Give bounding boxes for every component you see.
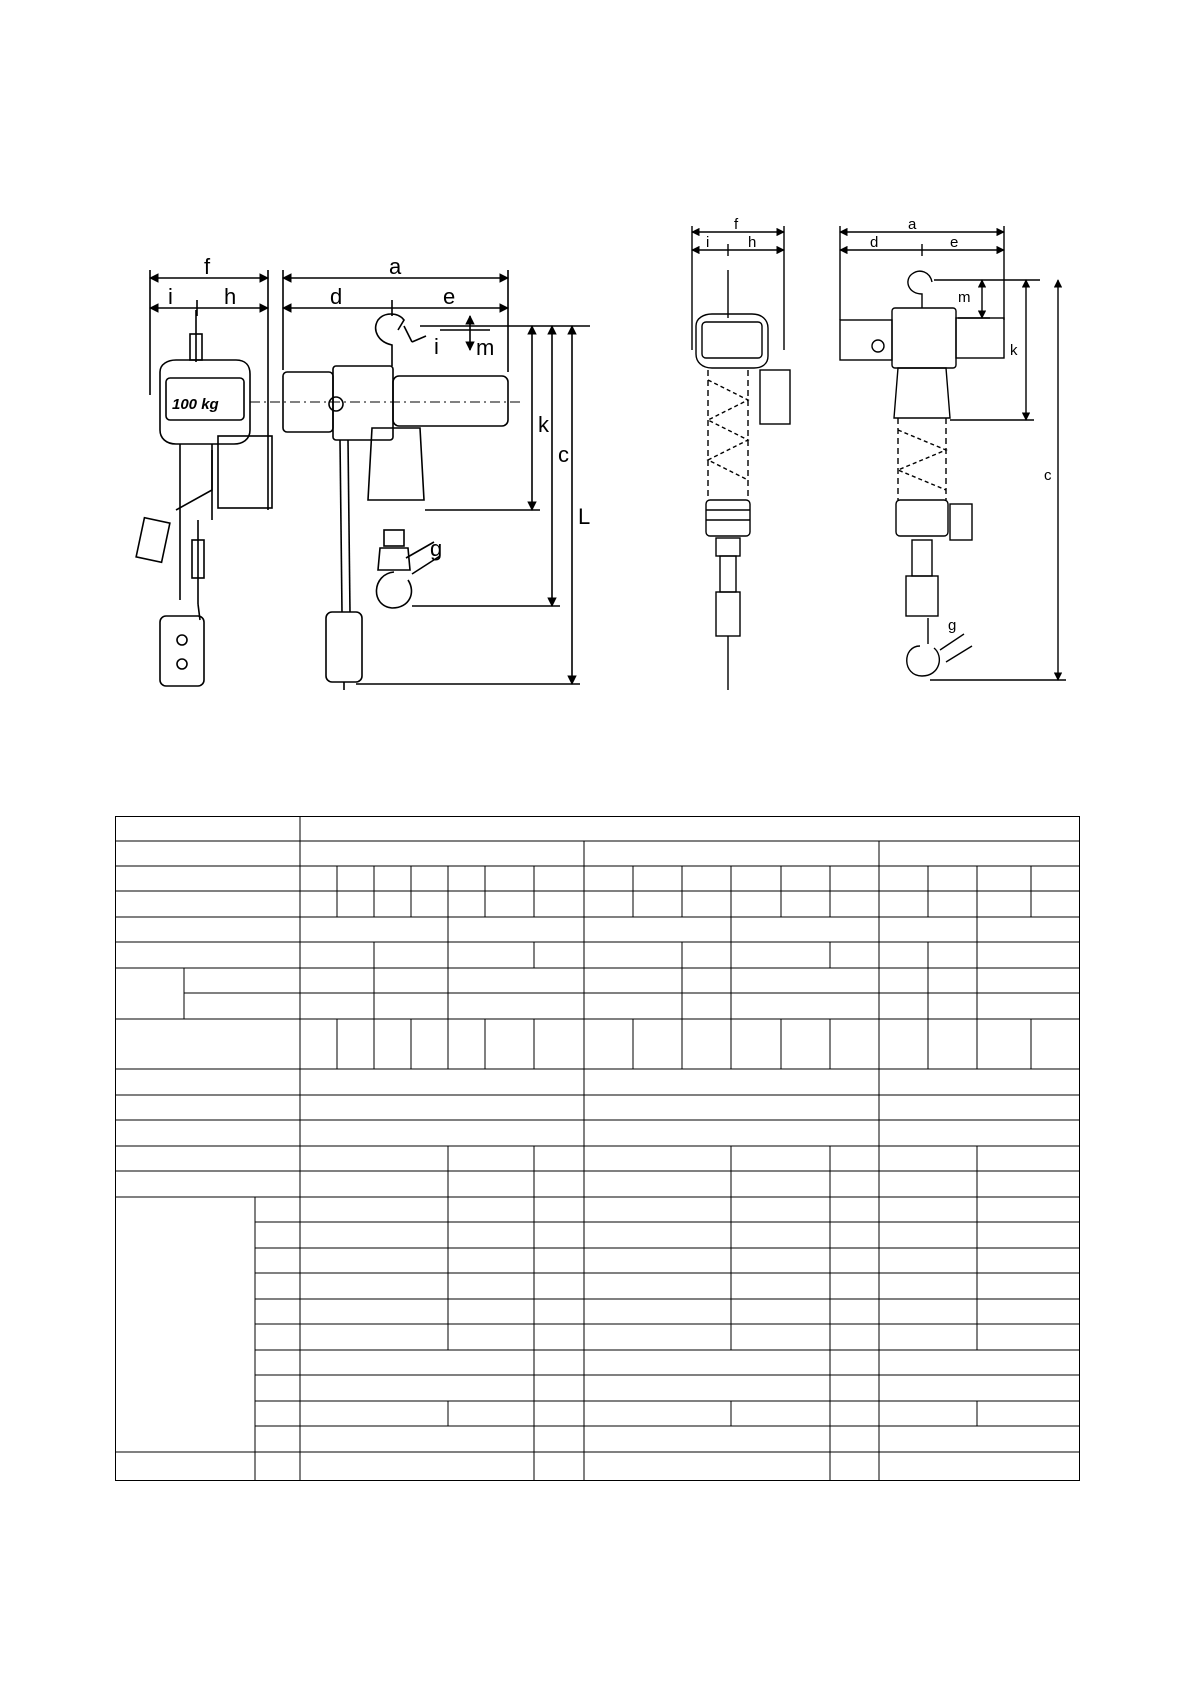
label-h-right: h	[748, 234, 757, 251]
label-g: g	[430, 536, 443, 561]
label-a: a	[389, 254, 402, 279]
label-i2: i	[434, 334, 439, 359]
label-i: i	[168, 284, 173, 309]
drawing-left-labels	[168, 254, 590, 561]
drawing-right	[692, 226, 1066, 690]
label-e: e	[443, 284, 456, 309]
label-m-right: m	[958, 289, 971, 306]
label-k-right: k	[1010, 342, 1018, 359]
spec-table	[115, 816, 1080, 1481]
drawing-left	[136, 270, 590, 690]
hoist-drawings	[0, 0, 1190, 720]
label-i-right: i	[706, 234, 710, 251]
label-c-right: c	[1044, 467, 1052, 484]
label-L: L	[578, 504, 591, 529]
label-c: c	[558, 442, 569, 467]
drawing-right-labels	[706, 216, 1052, 634]
label-f-right: f	[734, 216, 739, 233]
label-h: h	[224, 284, 237, 309]
label-f: f	[204, 254, 211, 279]
label-d: d	[330, 284, 343, 309]
label-e-right: e	[950, 234, 959, 251]
label-k: k	[538, 412, 549, 437]
label-m: m	[476, 335, 495, 360]
label-d-right: d	[870, 234, 879, 251]
nameplate: 100 kg	[172, 396, 219, 413]
label-g-right: g	[948, 617, 957, 634]
label-a-right: a	[908, 216, 917, 233]
